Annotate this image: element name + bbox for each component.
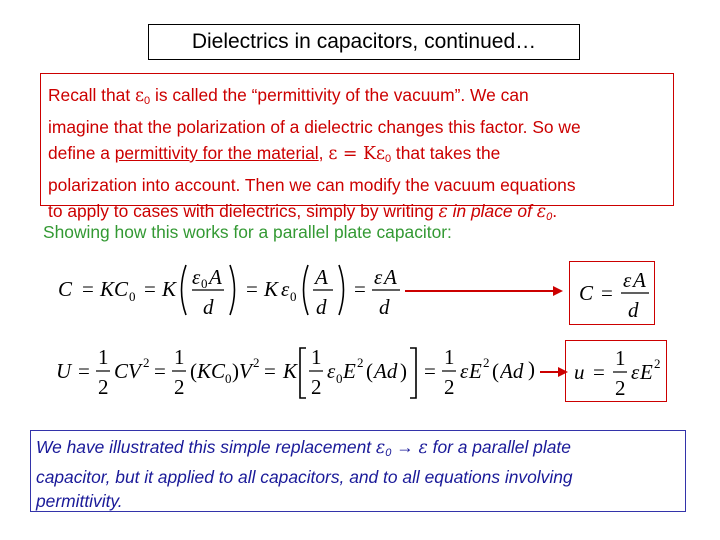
recall-text: to apply to cases with dielectrics, simply by writing bbox=[48, 201, 439, 221]
eq-symbol: ε bbox=[281, 277, 290, 301]
result-box-capacitance bbox=[569, 261, 655, 325]
epsilon-symbol: ε bbox=[375, 438, 386, 458]
eq-symbol: KC bbox=[100, 277, 129, 301]
energy-eq-close-paren: ) bbox=[528, 357, 535, 381]
eq-equals: = bbox=[78, 359, 90, 383]
eq-superscript: 2 bbox=[253, 355, 260, 370]
eq-equals: = bbox=[354, 277, 366, 301]
summary-line-1 bbox=[36, 435, 685, 465]
summary-text: for a parallel plate bbox=[427, 437, 571, 457]
eq-symbol: ε bbox=[374, 265, 383, 289]
eq-number: 2 bbox=[615, 376, 626, 400]
eq-equals: = bbox=[593, 360, 605, 384]
eq-symbol: KC bbox=[197, 359, 226, 383]
recall-text: in place of bbox=[447, 201, 537, 221]
eq-equals: = bbox=[264, 359, 276, 383]
eq-symbol: ε bbox=[623, 268, 632, 292]
eq-symbol: u bbox=[574, 360, 585, 384]
eq-symbol: ε bbox=[192, 265, 201, 289]
epsilon-symbol: ε bbox=[438, 202, 448, 222]
summary-line-3: permittivity. bbox=[36, 491, 123, 511]
eq-subscript: 0 bbox=[290, 289, 297, 304]
summary-line-2: capacitor, but it applied to all capacitors, and to all equations involving bbox=[36, 467, 573, 487]
recall-text: Recall that bbox=[48, 85, 135, 105]
recall-line-2: imagine that the polarization of a dielectric changes this factor. So we bbox=[48, 117, 581, 137]
recall-text: is called the “permittivity of the vacuum”. We can bbox=[150, 85, 529, 105]
recall-line-4: polarization into account. Then we can modify the vacuum equations bbox=[48, 175, 576, 195]
subscript: 0 bbox=[385, 447, 392, 459]
eq-symbol: C bbox=[579, 281, 594, 305]
arrow-icon: → bbox=[391, 437, 419, 457]
epsilon-symbol: ε bbox=[418, 438, 428, 458]
eq-symbol: d bbox=[628, 298, 639, 322]
eq-number: 1 bbox=[311, 345, 322, 369]
eq-paren: ) bbox=[400, 359, 407, 383]
eq-subscript: 0 bbox=[336, 371, 343, 386]
recall-text: . bbox=[552, 201, 558, 221]
eq-paren: ( bbox=[190, 359, 197, 383]
eq-symbol: A bbox=[209, 265, 222, 289]
recall-line-1 bbox=[48, 82, 673, 114]
eq-paren: ( bbox=[366, 359, 373, 383]
eq-symbol: d bbox=[379, 295, 390, 319]
eq-symbol: K bbox=[162, 277, 177, 301]
eq-number: 1 bbox=[615, 346, 626, 370]
recall-text: define a bbox=[48, 143, 115, 163]
eq-subscript: 0 bbox=[225, 371, 232, 386]
eq-symbol: E bbox=[469, 359, 482, 383]
subscript: 0 bbox=[546, 211, 553, 223]
eq-symbol: d bbox=[316, 295, 327, 319]
eq-symbol: A bbox=[633, 268, 646, 292]
eq-subscript: 0 bbox=[129, 289, 136, 304]
result-box-energy-density bbox=[565, 340, 667, 402]
eq-equals: = bbox=[82, 277, 94, 301]
eq-symbol: ε bbox=[327, 359, 336, 383]
red-arrow-icon bbox=[405, 284, 565, 298]
eq-superscript: 2 bbox=[143, 355, 150, 370]
eq-subscript: 0 bbox=[201, 276, 208, 291]
eq-number: 1 bbox=[444, 345, 455, 369]
subscript: 0 bbox=[144, 95, 151, 107]
eq-symbol: ε bbox=[460, 359, 469, 383]
eq-symbol: V bbox=[239, 359, 252, 383]
eq-paren: ) bbox=[232, 359, 239, 383]
eq-number: 2 bbox=[98, 375, 109, 399]
summary-text: We have illustrated this simple replacement bbox=[36, 437, 376, 457]
eq-superscript: 2 bbox=[357, 355, 364, 370]
eq-number: 2 bbox=[311, 375, 322, 399]
eq-number: 2 bbox=[174, 375, 185, 399]
energy-equation bbox=[52, 340, 522, 404]
slide-title bbox=[148, 24, 580, 60]
eq-symbol: K bbox=[264, 277, 279, 301]
eq-symbol: Ad bbox=[374, 359, 398, 383]
recall-line-3 bbox=[48, 140, 673, 172]
permittivity-equation: ε = Kε bbox=[328, 144, 385, 164]
eq-number: 2 bbox=[444, 375, 455, 399]
eq-symbol: K bbox=[283, 359, 298, 383]
showing-caption: Showing how this works for a parallel plate capacitor: bbox=[43, 222, 452, 242]
epsilon-symbol: ε bbox=[135, 86, 145, 106]
eq-symbol: A bbox=[384, 265, 397, 289]
eq-symbol: U bbox=[56, 359, 72, 383]
eq-symbol: C bbox=[58, 277, 73, 301]
eq-equals: = bbox=[154, 359, 166, 383]
eq-equals: = bbox=[424, 359, 436, 383]
recall-text: that takes the bbox=[391, 143, 501, 163]
eq-superscript: 2 bbox=[483, 355, 490, 370]
recall-text: , bbox=[318, 143, 329, 163]
eq-equals: = bbox=[144, 277, 156, 301]
eq-paren: ( bbox=[492, 359, 499, 383]
eq-symbol: CV bbox=[114, 359, 141, 383]
underlined-term: permittivity for the material bbox=[114, 143, 319, 163]
eq-equals: = bbox=[246, 277, 258, 301]
recall-paragraph-box bbox=[40, 73, 674, 223]
eq-superscript: 2 bbox=[654, 356, 661, 371]
eq-number: 1 bbox=[174, 345, 185, 369]
subscript: 0 bbox=[384, 153, 392, 165]
summary-box bbox=[30, 430, 686, 512]
epsilon-symbol: ε bbox=[536, 202, 547, 222]
eq-symbol: Ad bbox=[500, 359, 524, 383]
eq-symbol: E bbox=[343, 359, 356, 383]
eq-symbol: ε bbox=[631, 360, 640, 384]
eq-symbol: d bbox=[203, 295, 214, 319]
slide-title-text: Dielectrics in capacitors, continued… bbox=[191, 30, 537, 53]
eq-equals: = bbox=[601, 281, 613, 305]
eq-symbol: E bbox=[640, 360, 653, 384]
eq-symbol: A bbox=[315, 265, 328, 289]
eq-number: 1 bbox=[98, 345, 109, 369]
